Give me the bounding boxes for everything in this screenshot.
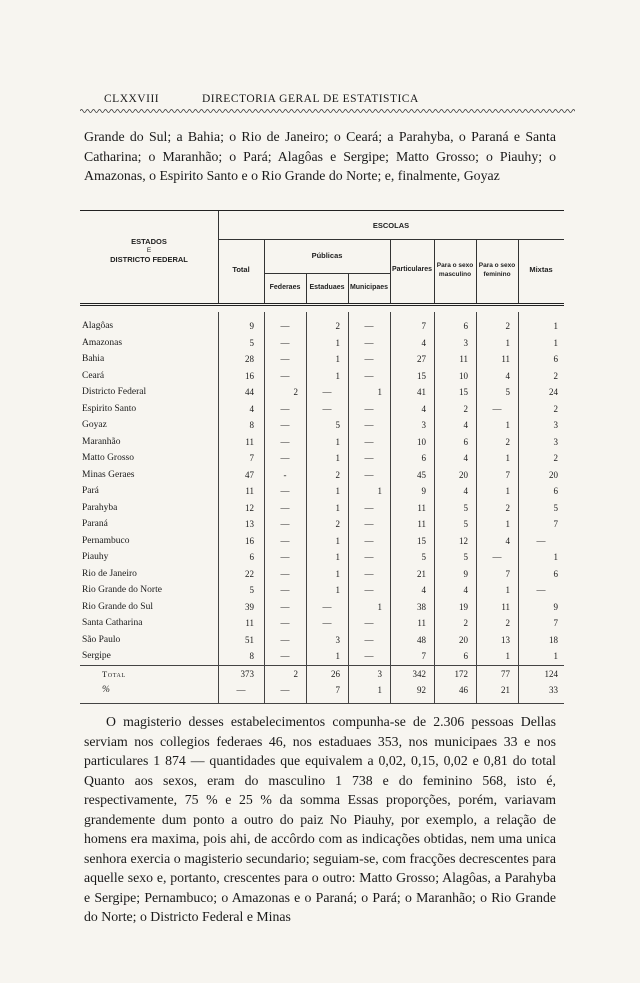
table-row	[80, 368, 564, 385]
table-cell: —	[280, 321, 290, 331]
table-cell: 1	[377, 685, 382, 695]
table-cell: 39	[245, 601, 254, 612]
table-cell: 1	[377, 486, 382, 496]
table-cell: 38	[417, 601, 426, 612]
table-cell: 1	[505, 453, 510, 463]
table-cell: 11	[245, 618, 254, 628]
table-cell: 1	[553, 321, 558, 331]
table-cell: 6	[421, 453, 426, 463]
table-cell: 5	[249, 585, 254, 595]
table-cell: 11	[245, 436, 254, 447]
table-cell: 7	[335, 685, 340, 695]
table-cell: 342	[412, 668, 426, 679]
table-cell: 4	[463, 453, 468, 463]
table-cell: 27	[417, 354, 426, 364]
table-row	[80, 434, 564, 451]
table-cell: 4	[421, 337, 426, 348]
state-name: Total	[102, 668, 126, 679]
table-cell: 5	[463, 552, 468, 562]
table-cell: 21	[501, 685, 510, 695]
table-cell: 11	[501, 601, 510, 612]
table-cell: 4	[249, 403, 254, 414]
table-cell: 2	[553, 453, 558, 463]
table-cell: —	[364, 403, 374, 414]
table-cell: 2	[335, 519, 340, 529]
masculino-header: Para o sexo masculino	[436, 262, 474, 278]
table-cell: 45	[417, 469, 426, 480]
state-name: Minas Geraes	[82, 469, 135, 480]
table-cell: —	[364, 321, 374, 331]
table-cell: 51	[245, 634, 254, 645]
table-cell: 1	[505, 420, 510, 430]
table-row	[80, 500, 564, 517]
state-name: Rio Grande do Norte	[82, 585, 162, 595]
table-cell: 2	[293, 668, 298, 679]
table-cell: 24	[549, 387, 558, 397]
table-cell: 124	[544, 668, 558, 679]
table-cell: 1	[377, 601, 382, 612]
table-row	[80, 351, 564, 368]
state-name: São Paulo	[82, 634, 121, 645]
table-cell: —	[322, 618, 332, 628]
table-cell: —	[364, 436, 374, 447]
table-cell: 6	[553, 486, 558, 496]
table-cell: 1	[335, 585, 340, 595]
table-cell: 6	[463, 321, 468, 331]
table-cell: 18	[549, 634, 558, 645]
table-cell: 4	[505, 535, 510, 546]
table-cell: 1	[335, 337, 340, 348]
table-cell: 1	[505, 337, 510, 348]
state-name: Pará	[82, 486, 99, 496]
table-cell: —	[536, 585, 546, 595]
table-cell: 13	[501, 634, 510, 645]
table-cell: —	[280, 552, 290, 562]
table-cell: —	[364, 535, 374, 546]
table-cell: 9	[421, 486, 426, 496]
table-row	[80, 632, 564, 649]
table-cell: 15	[459, 387, 468, 397]
table-cell: —	[364, 634, 374, 645]
particulares-header: Particulares	[391, 266, 433, 273]
table-cell: 5	[505, 387, 510, 397]
table-cell: —	[492, 403, 502, 414]
states-header: ESTADOS E DISTRICTO FEDERAL	[110, 237, 188, 264]
table-cell: 3	[377, 668, 382, 679]
table-cell: 1	[505, 486, 510, 496]
table-cell: 11	[459, 354, 468, 364]
publicas-header: Públicas	[311, 251, 343, 260]
table-row	[80, 467, 564, 484]
table-cell: 4	[463, 585, 468, 595]
table-cell: —	[364, 618, 374, 628]
table-cell: —	[280, 568, 290, 579]
table-cell: 47	[245, 469, 254, 480]
table-cell: 12	[459, 535, 468, 546]
table-cell: 3	[463, 337, 468, 348]
table-cell: -	[283, 469, 287, 480]
table-cell: 3	[335, 634, 340, 645]
table-cell: 7	[505, 469, 510, 480]
table-cell: 4	[463, 420, 468, 430]
table-cell: —	[280, 634, 290, 645]
table-row	[80, 599, 564, 616]
state-name: Ceará	[82, 370, 105, 381]
table-cell: 1	[553, 651, 558, 661]
table-cell: 19	[459, 601, 468, 612]
wavy-rule	[80, 108, 575, 114]
table-cell: —	[280, 601, 290, 612]
running-title: DIRECTORIA GERAL DE ESTATISTICA	[202, 93, 419, 105]
table-cell: 5	[553, 502, 558, 513]
table-cell: 41	[417, 387, 426, 397]
table-cell: —	[536, 535, 546, 546]
table-cell: 7	[249, 453, 254, 463]
percent-row	[80, 682, 564, 699]
table-cell: 2	[335, 321, 340, 331]
state-name: Districto Federal	[82, 387, 147, 397]
table-cell: —	[280, 453, 290, 463]
table-cell: —	[280, 403, 290, 414]
table-cell: 1	[335, 651, 340, 661]
table-cell: 11	[417, 618, 426, 628]
table-cell: —	[280, 651, 290, 661]
table-cell: 1	[335, 486, 340, 496]
table-cell: 4	[421, 585, 426, 595]
table-cell: 15	[417, 535, 426, 546]
table-cell: 16	[245, 535, 254, 546]
table-cell: —	[322, 403, 332, 414]
table-cell: 28	[245, 354, 254, 364]
table-cell: 7	[505, 568, 510, 579]
table-cell: —	[364, 420, 374, 430]
table-cell: 5	[421, 552, 426, 562]
table-cell: 8	[249, 420, 254, 430]
table-cell: —	[236, 685, 246, 695]
table-body	[80, 312, 564, 704]
table-cell: 1	[505, 651, 510, 661]
table-row	[80, 648, 564, 665]
state-name: Matto Grosso	[82, 453, 134, 463]
table-cell: 2	[293, 387, 298, 397]
table-cell: —	[280, 685, 290, 695]
table-cell: 1	[335, 453, 340, 463]
table-cell: 11	[417, 519, 426, 529]
table-cell: 1	[335, 502, 340, 513]
table-row	[80, 335, 564, 352]
table-cell: —	[280, 337, 290, 348]
table-cell: 11	[245, 486, 254, 496]
table-cell: 2	[505, 321, 510, 331]
table-cell: 2	[553, 370, 558, 381]
table-cell: 7	[421, 651, 426, 661]
table-cell: 48	[417, 634, 426, 645]
table-cell: —	[364, 585, 374, 595]
federaes-header: Federaes	[269, 284, 301, 291]
table-cell: —	[364, 651, 374, 661]
table-cell: —	[364, 568, 374, 579]
table-cell: 21	[417, 568, 426, 579]
table-cell: 2	[505, 502, 510, 513]
table-row	[80, 401, 564, 418]
table-row	[80, 549, 564, 566]
table-cell: 1	[335, 568, 340, 579]
estaduaes-header: Estaduaes	[309, 284, 345, 291]
table-cell: 33	[549, 685, 558, 695]
table-cell: 6	[553, 568, 558, 579]
state-name: Piauhy	[82, 552, 109, 562]
table-cell: 7	[553, 519, 558, 529]
state-name: %	[102, 685, 110, 695]
table-cell: 11	[501, 354, 510, 364]
table-cell: 4	[421, 403, 426, 414]
table-cell: —	[280, 585, 290, 595]
table-cell: —	[280, 618, 290, 628]
table-cell: 11	[417, 502, 426, 513]
table-cell: 4	[463, 486, 468, 496]
table-cell: —	[364, 469, 374, 480]
table-cell: 5	[463, 519, 468, 529]
escolas-header: ESCOLAS	[372, 221, 410, 230]
table-cell: 373	[240, 668, 254, 679]
table-row	[80, 615, 564, 632]
table-cell: 2	[505, 436, 510, 447]
state-name: Santa Catharina	[82, 618, 143, 628]
table-cell: —	[280, 354, 290, 364]
table-cell: 4	[505, 370, 510, 381]
table-cell: 6	[553, 354, 558, 364]
table-row	[80, 582, 564, 599]
page-number: CLXXVIII	[104, 93, 160, 105]
table-cell: 7	[421, 321, 426, 331]
table-cell: 16	[245, 370, 254, 381]
table-cell: 2	[553, 403, 558, 414]
state-name: Sergipe	[82, 651, 111, 661]
table-row	[80, 417, 564, 434]
table-cell: 77	[501, 668, 510, 679]
table-cell: 2	[463, 403, 468, 414]
table-cell: 15	[417, 370, 426, 381]
table-cell: 7	[553, 618, 558, 628]
table-cell: 1	[335, 535, 340, 546]
table-row	[80, 483, 564, 500]
table-cell: 92	[417, 685, 426, 695]
table-cell: —	[364, 370, 374, 381]
table-cell: —	[364, 552, 374, 562]
municipaes-header: Municipaes	[349, 284, 389, 291]
table-cell: 5	[335, 420, 340, 430]
total-row	[80, 665, 564, 683]
table-cell: 10	[459, 370, 468, 381]
table-cell: —	[364, 519, 374, 529]
state-name: Bahia	[82, 354, 105, 364]
state-name: Espirito Santo	[82, 403, 137, 414]
table-cell: 1	[505, 519, 510, 529]
schools-table	[80, 210, 564, 704]
state-name: Alagôas	[82, 321, 114, 331]
table-cell: 3	[553, 420, 558, 430]
table-cell: 9	[553, 601, 558, 612]
table-cell: 172	[454, 668, 468, 679]
table-cell: —	[364, 502, 374, 513]
table-cell: 1	[335, 354, 340, 364]
table-row	[80, 533, 564, 550]
intro-paragraph: Grande do Sul; a Bahia; o Rio de Janeiro; o Ceará; a Parahyba, o Paraná e Santa Catharina; o Maranhão; o Pará; Alagôas e Sergipe; Matto Grosso; o Piauhy; o Amazonas, o Espirito Santo e o Rio Grande do Norte; e, finalmente, Goyaz	[84, 129, 556, 183]
table-cell: —	[364, 337, 374, 348]
table-cell: 10	[417, 436, 426, 447]
table-cell: 1	[335, 370, 340, 381]
mixtas-header: Mixtas	[529, 265, 553, 274]
table-cell: —	[280, 519, 290, 529]
table-cell: 5	[249, 337, 254, 348]
table-cell: —	[280, 535, 290, 546]
table-cell: —	[280, 420, 290, 430]
table-cell: 9	[249, 321, 254, 331]
table-cell: 1	[505, 585, 510, 595]
state-name: Rio Grande do Sul	[82, 601, 153, 612]
table-row	[80, 450, 564, 467]
table-cell: 20	[459, 634, 468, 645]
table-row	[80, 384, 564, 401]
table-cell: 3	[421, 420, 426, 430]
table-cell: 6	[463, 651, 468, 661]
table-row	[80, 516, 564, 533]
total-header: Total	[232, 265, 250, 274]
table-cell: 9	[463, 568, 468, 579]
table-cell: 1	[377, 387, 382, 397]
state-name: Pernambuco	[82, 535, 130, 546]
table-cell: 20	[549, 469, 558, 480]
table-cell: —	[364, 354, 374, 364]
state-name: Maranhão	[82, 436, 121, 447]
table-cell: —	[280, 486, 290, 496]
table-cell: 44	[245, 387, 254, 397]
table-cell: 2	[463, 618, 468, 628]
table-cell: —	[364, 453, 374, 463]
table-cell: 1	[335, 552, 340, 562]
state-name: Amazonas	[82, 337, 123, 348]
table-row	[80, 566, 564, 583]
table-cell: 1	[553, 337, 558, 348]
table-cell: 5	[463, 502, 468, 513]
state-name: Parahyba	[82, 502, 118, 513]
table-cell: 8	[249, 651, 254, 661]
table-cell: 12	[245, 502, 254, 513]
table-cell: —	[280, 370, 290, 381]
table-cell: —	[280, 502, 290, 513]
table-cell: 2	[505, 618, 510, 628]
state-name: Paraná	[82, 519, 108, 529]
table-cell: —	[322, 387, 332, 397]
table-cell: —	[322, 601, 332, 612]
table-cell: 46	[459, 685, 468, 695]
table-cell: 1	[553, 552, 558, 562]
table-cell: 26	[331, 668, 340, 679]
feminino-header: Para o sexo feminino	[478, 262, 516, 278]
table-header	[80, 210, 564, 306]
table-cell: 22	[245, 568, 254, 579]
table-cell: 20	[459, 469, 468, 480]
table-cell: 2	[335, 469, 340, 480]
table-row	[80, 318, 564, 335]
magisterio-paragraph: O magisterio desses estabelecimentos compunha-se de 2.306 pessoas Dellas serviam nos collegios federaes 46, nos estaduaes 353, nos municipaes 33 e nos particulares 1 874 — quantidades que equivalem a 0,02, 0,15, 0,02 e 0,81 do total Quanto aos sexos, eram do masculino 1 738 e do feminino 568, isto é, respectivamente, 75 % e 25 % da somma Essas proporções, porém, variavam grandemente dum ponto a outro do paiz No Piauhy, por exemplo, a relação de homens era maxima, pois ahi, de accôrdo com as indicações obtidas, nem uma unica senhora exercia o magisterio secundario; seguiam-se, com fracções decrescentes para aquelle sexo e, portanto, crescentes para o outro: Matto Grosso; Alagôas, a Parahyba e Sergipe; Pernambuco; o Amazonas e o Paraná; o Pará; o Maranhão; o Rio Grande do Norte; o Districto Federal e Minas	[84, 714, 556, 924]
state-name: Goyaz	[82, 420, 107, 430]
table-cell: 1	[335, 436, 340, 447]
table-cell: —	[492, 552, 502, 562]
table-cell: 13	[245, 519, 254, 529]
table-cell: —	[280, 436, 290, 447]
table-cell: 6	[463, 436, 468, 447]
table-cell: 3	[553, 436, 558, 447]
table-cell: 6	[249, 552, 254, 562]
state-name: Rio de Janeiro	[82, 568, 137, 579]
